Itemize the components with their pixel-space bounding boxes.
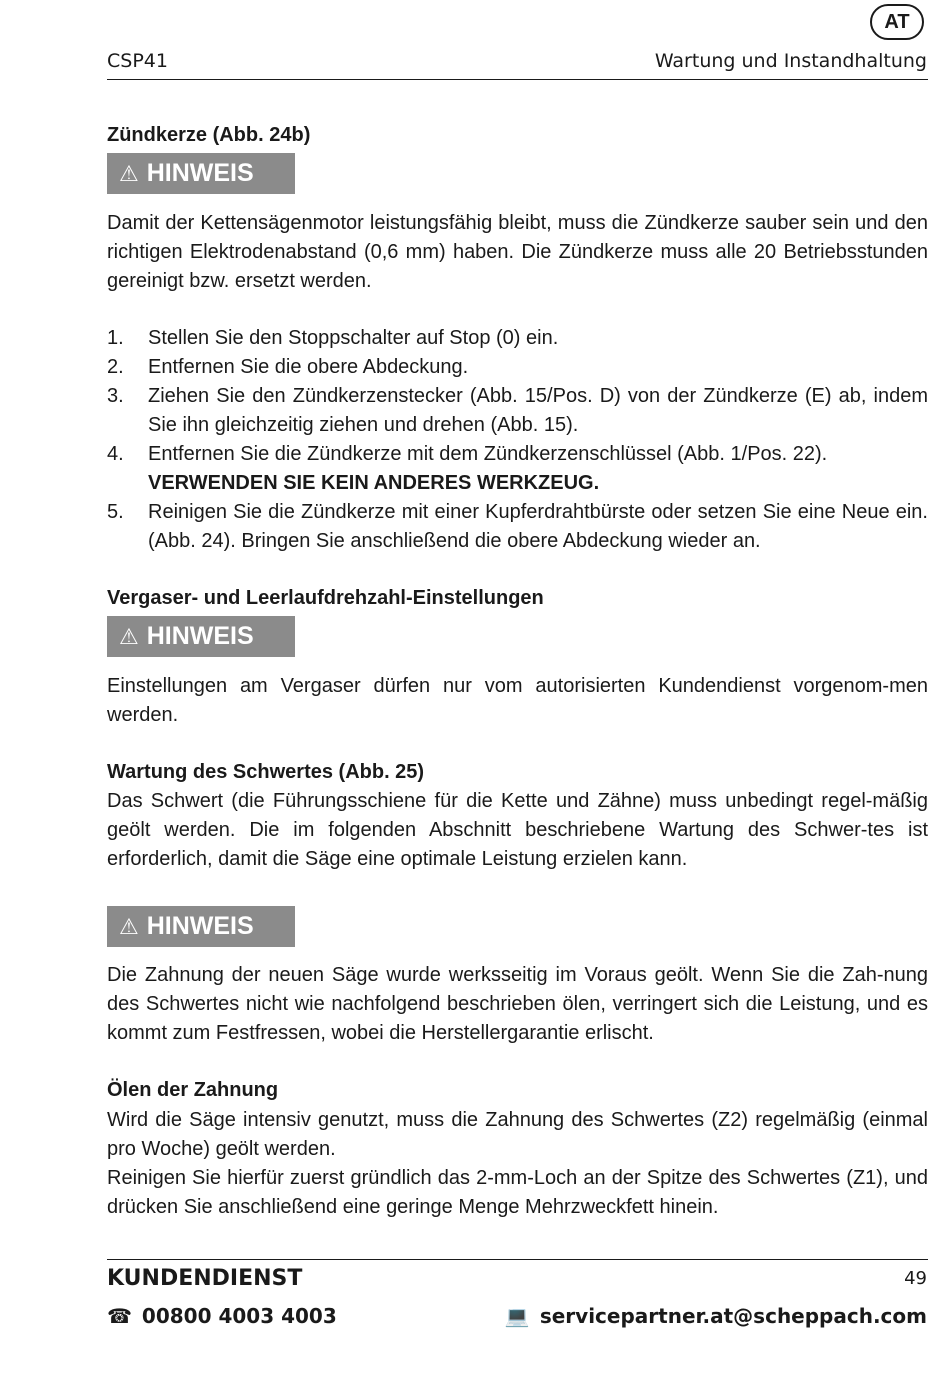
email-address[interactable]: servicepartner.at@scheppach.com [539, 1304, 927, 1328]
notice-label: HINWEIS [146, 912, 254, 940]
spark-plug-steps [107, 324, 928, 556]
footer-divider [107, 1259, 928, 1260]
step-number: 1. [107, 327, 124, 349]
section-heading-carburetor: Vergaser- und Leerlaufdrehzahl-Einstellungen [107, 587, 544, 609]
model-name: CSP41 [107, 50, 168, 72]
step-number: 2. [107, 356, 124, 378]
step-text: Stellen Sie den Stoppschalter auf Stop (0) ein. [148, 327, 559, 349]
phone-number[interactable]: 00800 4003 4003 [141, 1304, 337, 1328]
phone-icon: ☎ [107, 1304, 132, 1328]
bar-notice-text: Die Zahnung der neuen Säge wurde werksseitig im Voraus geölt. Wenn Sie die Zah-nung des Schwertes nicht wie nachfolgend beschrieben ölen, verringert sich die Leistung, und es kommt zum Festfressen, wobei die Herstellergarantie erlischt. [107, 964, 928, 1044]
list-item [107, 498, 928, 556]
country-badge: AT [870, 4, 924, 40]
notice-banner [107, 153, 295, 194]
notice-banner [107, 906, 295, 947]
footer-title: KUNDENDIENST [107, 1266, 303, 1291]
section-heading-bar: Wartung des Schwertes (Abb. 25) [107, 761, 425, 783]
email-contact [505, 1304, 927, 1328]
step-number: 3. [107, 385, 124, 407]
bar-text: Das Schwert (die Führungsschiene für die Kette und Zähne) muss unbedingt regel-mäßig geölt werden. Die im folgenden Abschnitt beschriebene Wartung des Schwer-tes ist erforderlich, damit die Säge eine optimale Leistung erzielen kann. [107, 790, 928, 870]
notice-label: HINWEIS [146, 622, 254, 650]
list-item [107, 353, 928, 382]
list-item [107, 324, 928, 353]
warning-triangle-icon: ⚠ [119, 162, 139, 187]
section-heading-spark-plug: Zündkerze (Abb. 24b) [107, 124, 311, 146]
spark-plug-intro: Damit der Kettensägenmotor leistungsfähig bleibt, muss die Zündkerze sauber sein und den richtigen Elektrodenabstand (0,6 mm) haben. Die Zündkerze muss alle 20 Betriebsstunden gereinigt bzw. ersetzt werden. [107, 212, 928, 292]
step-number: 4. [107, 443, 124, 465]
warning-triangle-icon: ⚠ [119, 625, 139, 650]
list-item [107, 440, 928, 498]
step-text: Entfernen Sie die obere Abdeckung. [148, 356, 469, 378]
oiling-text-2: Reinigen Sie hierfür zuerst gründlich das 2-mm-Loch an der Spitze des Schwertes (Z1), und drücken Sie anschließend eine geringe Menge Mehrzweckfett hinein. [107, 1167, 928, 1218]
page-number: 49 [904, 1268, 927, 1289]
warning-triangle-icon: ⚠ [119, 915, 139, 940]
step-text: Entfernen Sie die Zündkerze mit dem Zündkerzenschlüssel (Abb. 1/Pos. 22). [148, 443, 828, 465]
carburetor-text: Einstellungen am Vergaser dürfen nur vom autorisierten Kundendienst vorgenom-men werden. [107, 675, 928, 726]
step-text: Ziehen Sie den Zündkerzenstecker (Abb. 15/Pos. D) von der Zündkerze (E) ab, indem Sie ihn gleichzeitig ziehen und drehen (Abb. 15). [148, 385, 928, 436]
header-divider [107, 79, 928, 80]
notice-label: HINWEIS [146, 159, 254, 187]
list-item [107, 382, 928, 440]
section-title: Wartung und Instandhaltung [654, 50, 927, 72]
step-warning: VERWENDEN SIE KEIN ANDERES WERKZEUG. [148, 472, 600, 494]
step-number: 5. [107, 501, 124, 523]
computer-icon: 💻 [504, 1304, 530, 1328]
phone-contact [107, 1304, 337, 1328]
notice-banner [107, 616, 295, 657]
oiling-text-1: Wird die Säge intensiv genutzt, muss die Zahnung des Schwertes (Z2) regelmäßig (einmal pro Woche) geölt werden. [107, 1109, 928, 1160]
section-heading-oiling: Ölen der Zahnung [107, 1079, 279, 1101]
step-text: Reinigen Sie die Zündkerze mit einer Kupferdrahtbürste oder setzen Sie eine Neue ein.(Abb. 24). Bringen Sie anschließend die obere Abdeckung wieder an. [148, 501, 928, 552]
